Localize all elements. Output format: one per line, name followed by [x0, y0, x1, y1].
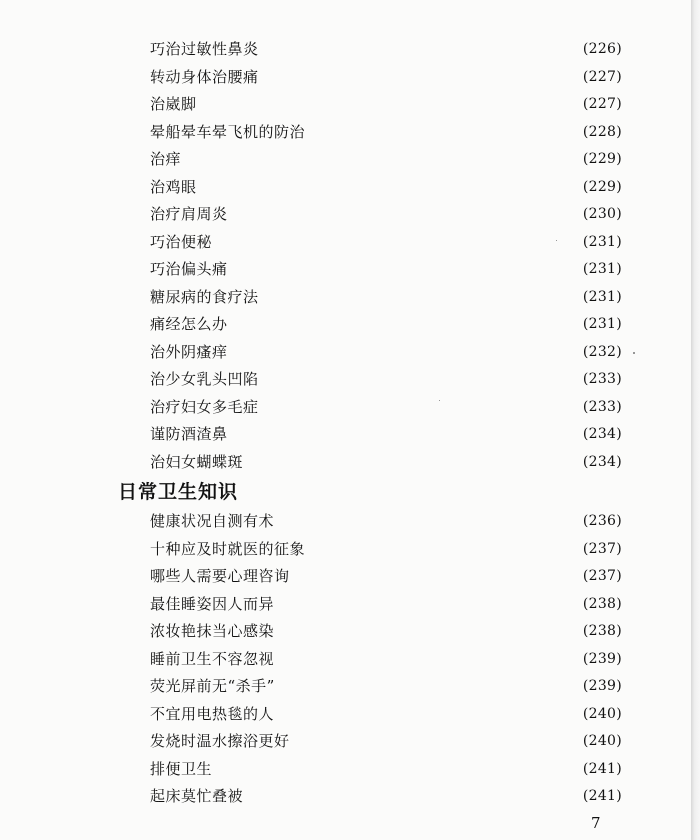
toc-entry-title: 治少女乳头凹陷: [150, 370, 259, 388]
toc-entry-title: 排便卫生: [150, 760, 213, 778]
toc-entry-page: (234): [582, 426, 622, 442]
toc-entry-page: (231): [582, 234, 622, 250]
dot-leader: [277, 593, 578, 615]
toc-entry-title: 哪些人需要心理咨询: [150, 567, 290, 585]
toc-entry-title: 最佳睡姿因人而异: [150, 595, 275, 613]
dot-leader: [231, 203, 578, 225]
toc-entry: [150, 703, 622, 725]
dot-leader: [308, 121, 578, 143]
toc-entry-page: (227): [582, 96, 622, 112]
toc-entry-title: 治妇女蝴蝶斑: [150, 453, 244, 471]
toc-entry: [150, 286, 622, 308]
toc-entry-page: (229): [582, 151, 622, 167]
dot-leader: [277, 510, 578, 532]
toc-entry: [150, 313, 622, 335]
dot-leader: [293, 565, 578, 587]
toc-entry-page: (237): [582, 568, 622, 584]
toc-entry-page: (233): [582, 371, 622, 387]
toc-entry-title: 治疗妇女多毛症: [150, 398, 259, 416]
toc-entry-page: (232): [582, 344, 622, 360]
dot-leader: [277, 648, 578, 670]
paper-speck: [439, 400, 440, 401]
toc-entry: [150, 593, 622, 615]
toc-entry-page: (230): [582, 206, 622, 222]
toc-entry: [150, 538, 622, 560]
toc-entry-page: (237): [582, 541, 622, 557]
toc-entry-page: (240): [582, 733, 622, 749]
toc-entry: [150, 148, 622, 170]
dot-leader: [262, 38, 578, 60]
toc-entry-title: 治疗肩周炎: [150, 205, 228, 223]
toc-entry-title: 糖尿病的食疗法: [150, 288, 259, 306]
dot-leader: [231, 313, 578, 335]
toc-entry: [150, 423, 622, 445]
dot-leader: [262, 286, 578, 308]
toc-entry-page: (239): [582, 678, 622, 694]
toc-entry-page: (227): [582, 69, 622, 85]
toc-entry: [150, 451, 622, 473]
dot-leader: [277, 620, 578, 642]
dot-leader: [200, 93, 578, 115]
toc-entry-title: 治鸡眼: [150, 178, 197, 196]
toc-entry-page: (240): [582, 706, 622, 722]
toc-entry-page: (234): [582, 454, 622, 470]
toc-entry: [150, 176, 622, 198]
toc-entry: [150, 203, 622, 225]
toc-entry-title: 治痒: [150, 150, 182, 168]
toc-entry-page: (231): [582, 289, 622, 305]
dot-leader: [231, 423, 578, 445]
toc-entry: [150, 730, 622, 752]
toc-entry-title: 浓妆艳抹当心感染: [150, 622, 275, 640]
toc-entry-page: (236): [582, 513, 622, 529]
toc-entry-page: (241): [582, 761, 622, 777]
dot-leader: [262, 66, 578, 88]
toc-entry: [150, 341, 622, 363]
toc-entry: [150, 648, 622, 670]
toc-entry-title: 健康状况自测有术: [150, 512, 275, 530]
toc-entry-page: (233): [582, 399, 622, 415]
dot-leader: [262, 396, 578, 418]
toc-entry-page: (239): [582, 651, 622, 667]
toc-entry-title: 不宜用电热毯的人: [150, 705, 275, 723]
section-heading-daily-hygiene: 日常卫生知识: [118, 481, 239, 503]
toc-entry: [150, 231, 622, 253]
page-number: 7: [591, 814, 601, 832]
toc-entry: [150, 758, 622, 780]
toc-entry-title: 治崴脚: [150, 95, 197, 113]
toc-entry-page: (231): [582, 316, 622, 332]
toc-entry-title: 巧治便秘: [150, 233, 213, 251]
dot-leader: [308, 538, 578, 560]
paper-speck: [556, 240, 557, 241]
toc-entry: [150, 38, 622, 60]
toc-entry-title: 睡前卫生不容忽视: [150, 650, 275, 668]
toc-entry-page: (238): [582, 596, 622, 612]
toc-entry-page: (226): [582, 41, 622, 57]
dot-leader: [231, 258, 578, 280]
toc-entry-page: (231): [582, 261, 622, 277]
toc-entry: [150, 368, 622, 390]
dot-leader: [231, 341, 578, 363]
toc-entry: [150, 785, 622, 807]
dot-leader: [184, 148, 578, 170]
dot-leader: [293, 730, 578, 752]
toc-entry-page: (238): [582, 623, 622, 639]
toc-entry: [150, 510, 622, 532]
dot-leader: [215, 758, 578, 780]
toc-entry: [150, 93, 622, 115]
dot-leader: [277, 703, 578, 725]
toc-entry-title: 巧治过敏性鼻炎: [150, 40, 259, 58]
toc-entry-title: 晕船晕车晕飞机的防治: [150, 123, 306, 141]
toc-entry-title: 发烧时温水擦浴更好: [150, 732, 290, 750]
toc-entry: [150, 258, 622, 280]
toc-entry: [150, 66, 622, 88]
toc-entry-title: 十种应及时就医的征象: [150, 540, 306, 558]
toc-entry-title: 巧治偏头痛: [150, 260, 228, 278]
toc-entry-title: 转动身体治腰痛: [150, 68, 259, 86]
toc-entry-title: 治外阴瘙痒: [150, 343, 228, 361]
toc-entry-title: 荧光屏前无“杀手”: [150, 677, 275, 695]
toc-entry: [150, 396, 622, 418]
toc-entry: [150, 121, 622, 143]
toc-entry-page: (229): [582, 179, 622, 195]
dot-leader: [246, 451, 578, 473]
toc-entry-title: 痛经怎么办: [150, 315, 228, 333]
toc-entry-page: (228): [582, 124, 622, 140]
page-edge-shadow: [691, 0, 700, 840]
toc-entry-page: (241): [582, 788, 622, 804]
toc-entry: [150, 620, 622, 642]
dot-leader: [262, 368, 578, 390]
toc-entry-title: 谨防酒渣鼻: [150, 425, 228, 443]
toc-entry: [150, 675, 622, 697]
dot-leader: [246, 785, 578, 807]
dot-leader: [200, 176, 578, 198]
toc-entry-title: 起床莫忙叠被: [150, 787, 244, 805]
dot-leader: [278, 675, 578, 697]
toc-entry: [150, 565, 622, 587]
paper-speck: [633, 352, 635, 354]
dot-leader: [215, 231, 578, 253]
